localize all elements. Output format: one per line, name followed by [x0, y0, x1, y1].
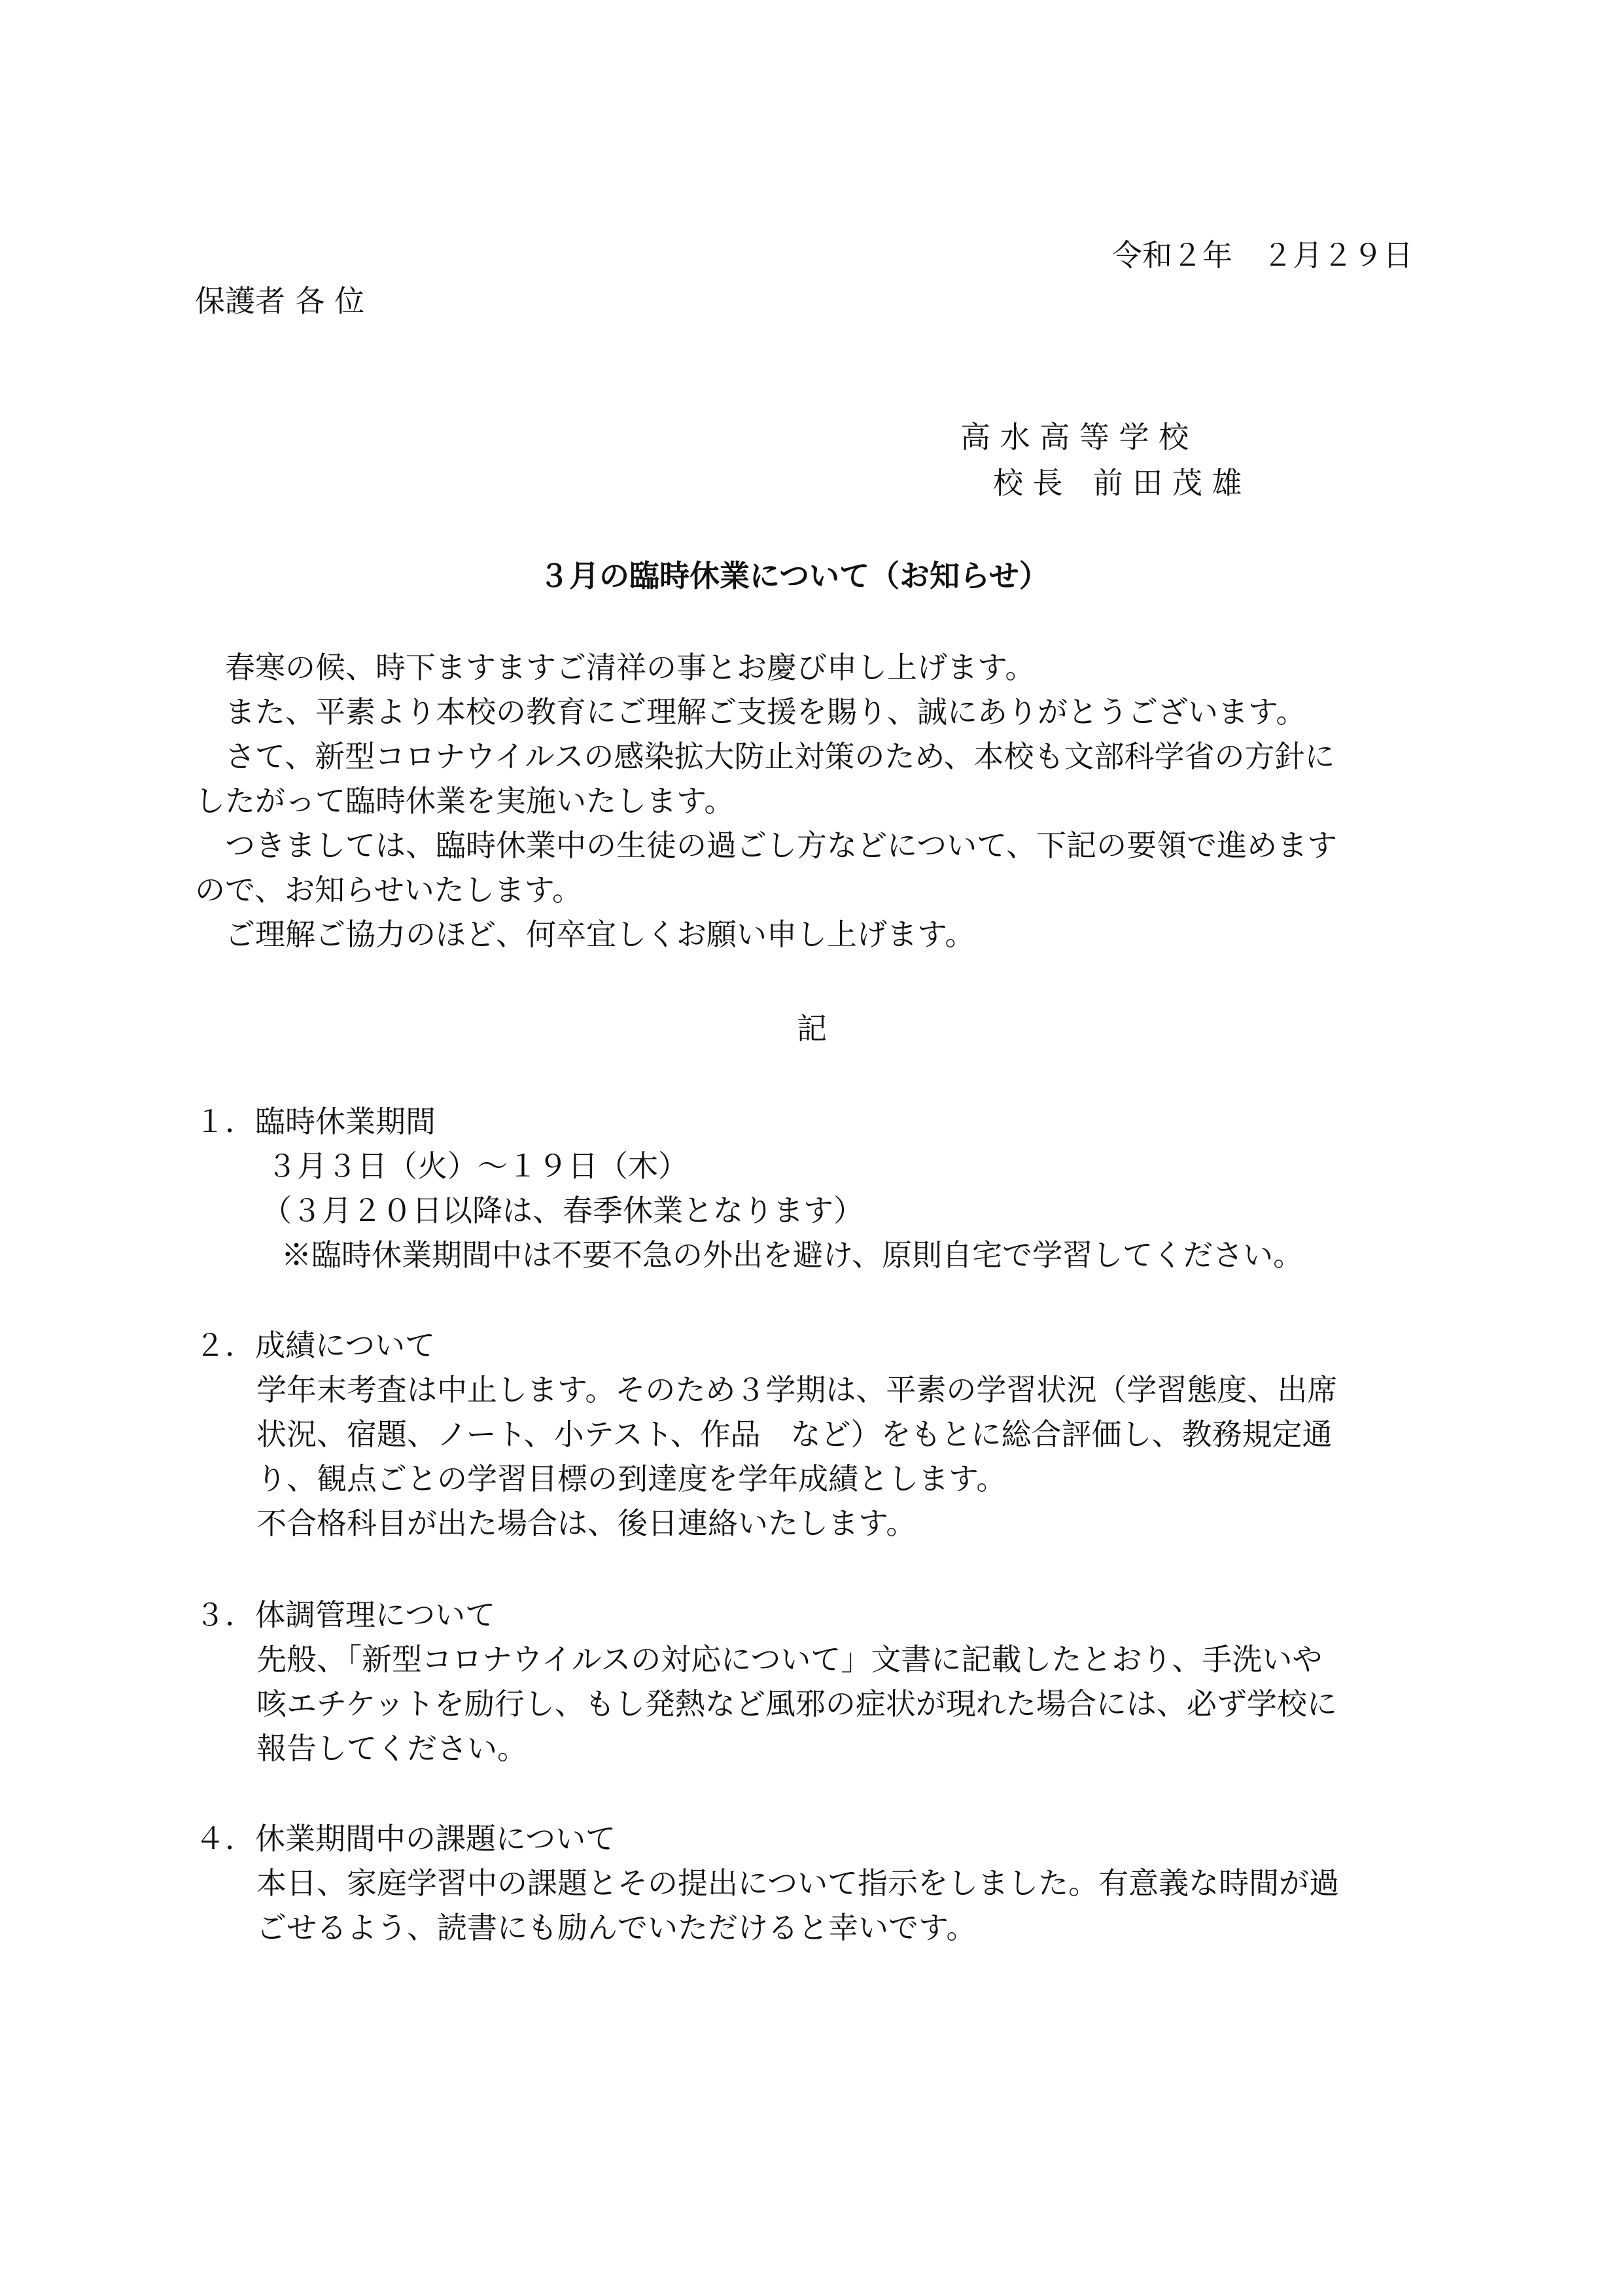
- document-date: 令和２年 ２月２９日: [1112, 238, 1413, 273]
- section-line: ごせるよう、読書にも励んでいただけると幸いです。: [256, 1910, 977, 1945]
- section-line: り、観点ごとの学習目標の到達度を学年成績とします。: [256, 1461, 1007, 1496]
- school-name: 高 水 高 等 学 校: [960, 419, 1189, 455]
- section-line: ３月３日（火）～１９日（木）: [267, 1148, 688, 1184]
- intro-line: さて、新型コロナウイルスの感染拡大防止対策のため、本校も文部科学省の方針に: [195, 739, 1335, 774]
- section-line: 本日、家庭学習中の課題とその提出について指示をしました。有意義な時間が過: [256, 1865, 1340, 1901]
- document-title: ３月の臨時休業について（お知らせ）: [539, 558, 1049, 593]
- section-line: 学年末考査は中止します。そのため３学期は、平素の学習状況（学習態度、出席: [256, 1372, 1338, 1407]
- section-line: 不合格科目が出た場合は、後日連絡いたします。: [256, 1506, 916, 1541]
- principal-name: 校 長 前 田 茂 雄: [993, 465, 1242, 501]
- intro-line: ので、お知らせいたします。: [195, 872, 583, 908]
- section-line: 報告してください。: [256, 1731, 527, 1766]
- section-line: （３月２０日以降は、春季休業となります）: [262, 1193, 864, 1228]
- section-line: ※臨時休業期間中は不要不急の外出を避け、原則自宅で学習してください。: [281, 1237, 1304, 1273]
- intro-line: 春寒の候、時下ますますご清祥の事とお慶び申し上げます。: [195, 650, 1036, 685]
- section-heading: １．臨時休業期間: [195, 1104, 436, 1139]
- intro-line: ご理解ご協力のほど、何卒宜しくお願い申し上げます。: [195, 917, 975, 952]
- recipient: 保護者 各 位: [195, 283, 365, 319]
- section-line: 状況、宿題、ノート、小テスト、作品 など）をもとに総合評価し、教務規定通: [256, 1417, 1333, 1452]
- section-heading: ３．体調管理について: [195, 1597, 496, 1633]
- intro-line: また、平素より本校の教育にご理解ご支援を賜り、誠にありがとうございます。: [195, 694, 1306, 730]
- section-line: 先般、「新型コロナウイルスの対応について」文書に記載したとおり、手洗いや: [256, 1642, 1323, 1677]
- intro-line: つきましては、臨時休業中の生徒の過ごし方などについて、下記の要領で進めます: [195, 828, 1338, 863]
- ki-marker: 記: [797, 1011, 827, 1046]
- section-heading: ４．休業期間中の課題について: [195, 1821, 616, 1856]
- section-heading: ２．成績について: [195, 1328, 436, 1363]
- intro-line: したがって臨時休業を実施いたします。: [195, 783, 735, 819]
- section-line: 咳エチケットを励行し、もし発熱など風邪の症状が現れた場合には、必ず学校に: [256, 1686, 1337, 1722]
